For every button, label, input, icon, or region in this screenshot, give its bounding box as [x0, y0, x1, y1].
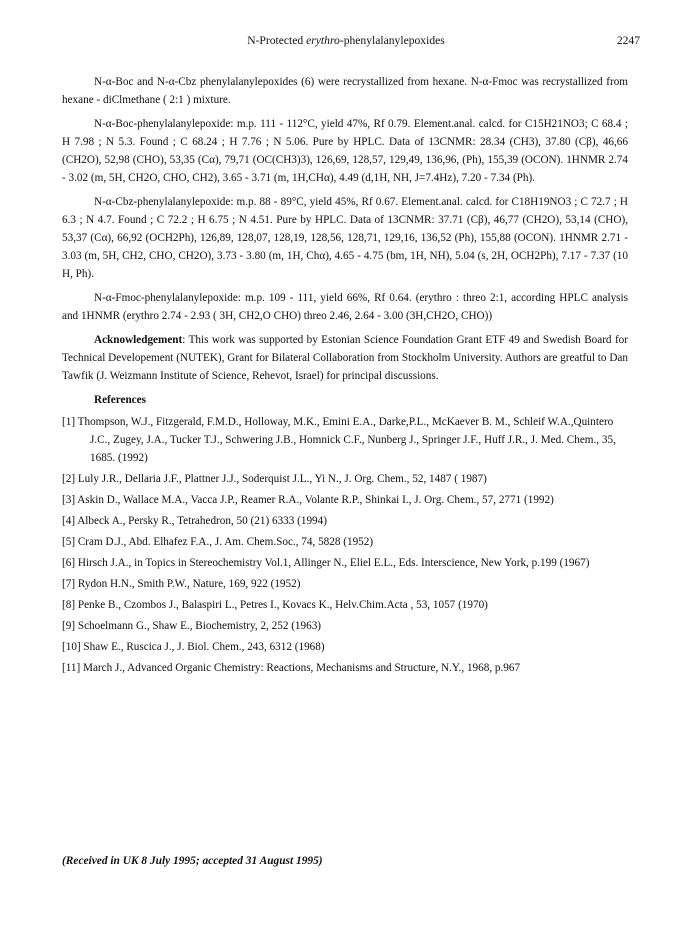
running-head-title-pre: N-Protected — [247, 34, 307, 47]
received-date: (Received in UK 8 July 1995; accepted 31 August 1995) — [62, 855, 323, 867]
paragraph-recrystallization: N-α-Boc and N-α-Cbz phenylalanylepoxides (6) were recrystallized from hexane. N-α-Fmoc was recrystallized from hexane - diClmethane ( 2:1 ) mixture. — [62, 76, 628, 106]
paragraph-cbz-data: N-α-Cbz-phenylalanylepoxide: m.p. 88 - 89°C, yield 45%, Rf 0.67. Element.anal. calcd. for C18H19NO3 ; C 72.7 ; H 6.3 ; N 4.7. Found ; C 72.2 ; H 6.75 ; N 4.51. Pure by HPLC. Data of 13CNMR: 37.71 (Cβ), 46,77 (CH2O), 53,14 (CHO), 53,37 (Cα), 66,92 (OCH2Ph), 126,89, 128,07, 128,19, 128,56, 128,71, 129,16, 136,52 (Ph), 155,88 (OCON). 1HNMR 2.71 - 3.03 (m, 5H, CH2, CHO, CH2O), 3.73 - 3.80 (m, 1H, Chα), 4.65 - 4.75 (bm, 1H, NH), 5.04 (s, 2H, OCH2Ph), 7.17 - 7.37 (10 H, Ph). — [62, 196, 628, 280]
acknowledgement-text: : This work was supported by Estonian Science Foundation Grant ETF 49 and Swedish Board for Technical Developement (NUTEK), Grant for Bilateral Collaboration from Stockholm University. Authors are greatful to Dan Tawfik (J. Weizmann Institute of Science, Rehevot, Israel) for principal discussions. — [62, 334, 628, 382]
acknowledgement — [62, 331, 628, 385]
acknowledgement-label: Acknowledgement — [94, 334, 183, 346]
reference-item: [4] Albeck A., Persky R., Tetrahedron, 50 (21) 6333 (1994) — [62, 515, 327, 527]
reference-item: [5] Cram D.J., Abd. Elhafez F.A., J. Am. Chem.Soc., 74, 5828 (1952) — [62, 536, 374, 548]
reference-item: [1] Thompson, W.J., Fitzgerald, F.M.D., Holloway, M.K., Emini E.A., Darke,P.L., McKaever B. M., Schleif W.A.,Quintero J.C., Zugey, J.A., Tucker T.J., Schwering J.B., Homnick C.F., Nunberg J., Springer J.F., Huff J.R., J. Med. Chem., 35, 1685. (1992) — [62, 416, 616, 464]
reference-item: [7] Rydon H.N., Smith P.W., Nature, 169, 922 (1952) — [62, 578, 301, 590]
reference-item: [2] Luly J.R., Dellaria J.F., Plattner J.J., Soderquist J.L., Yi N., J. Org. Chem., 52, 1487 ( 1987) — [62, 473, 487, 485]
paragraph-fmoc-data: N-α-Fmoc-phenylalanylepoxide: m.p. 109 - 111, yield 66%, Rf 0.64. (erythro : threo 2:1, according HPLC analysis and 1HNMR (erythro 2.74 - 2.93 ( 3H, CH2,O CHO) threo 2.46, 2.64 - 3.00 (3H,CH2O, CHO)) — [62, 292, 628, 322]
reference-item: [10] Shaw E., Ruscica J., J. Biol. Chem., 243, 6312 (1968) — [62, 641, 325, 653]
reference-item: [8] Penke B., Czombos J., Balaspiri L., Petres I., Kovacs K., Helv.Chim.Acta , 53, 1057 (1970) — [62, 599, 488, 611]
page-number: 2247 — [616, 34, 640, 47]
reference-item: [3] Askin D., Wallace M.A., Vacca J.P., Reamer R.A., Volante R.P., Shinkai I., J. Org. Chem., 57, 2771 (1992) — [62, 494, 554, 506]
article-body — [62, 73, 628, 680]
running-head-title-italic: erythro — [306, 34, 340, 47]
running-head-title-post: -phenylalanylepoxides — [339, 34, 445, 47]
paragraph-boc-data: N-α-Boc-phenylalanylepoxide: m.p. 111 - 112°C, yield 47%, Rf 0.79. Element.anal. calcd. for C15H21NO3; C 68.4 ; H 7.98 ; N 5.3. Found ; C 68.24 ; H 7.76 ; N 5.06. Pure by HPLC. Data of 13CNMR: 28.34 (CH3), 37.80 (Cβ), 46,66 (CH2O), 52,98 (CHO), 53,35 (Cα), 79,71 (OC(CH3)3), 126,69, 128,57, 129,49, 136,96, (Ph), 155,39 (OCON). 1HNMR 2.74 - 3.02 (m, 5H, CH2O, CHO, CH2), 3.65 - 3.71 (m, 1H,CHα), 4.49 (d,1H, NH, J=7.4Hz), 7.20 - 7.34 (Ph). — [62, 118, 628, 184]
references-heading: References — [94, 394, 146, 406]
running-head — [0, 32, 692, 48]
reference-item: [9] Schoelmann G., Shaw E., Biochemistry, 2, 252 (1963) — [62, 620, 322, 632]
reference-item: [11] March J., Advanced Organic Chemistry: Reactions, Mechanisms and Structure, N.Y., 1968, p.967 — [62, 662, 521, 674]
running-head-title — [0, 32, 692, 50]
reference-item: [6] Hirsch J.A., in Topics in Stereochemistry Vol.1, Allinger N., Eliel E.L., Eds. Interscience, New York, p.199 (1967) — [62, 557, 590, 569]
reference-list — [62, 413, 628, 677]
